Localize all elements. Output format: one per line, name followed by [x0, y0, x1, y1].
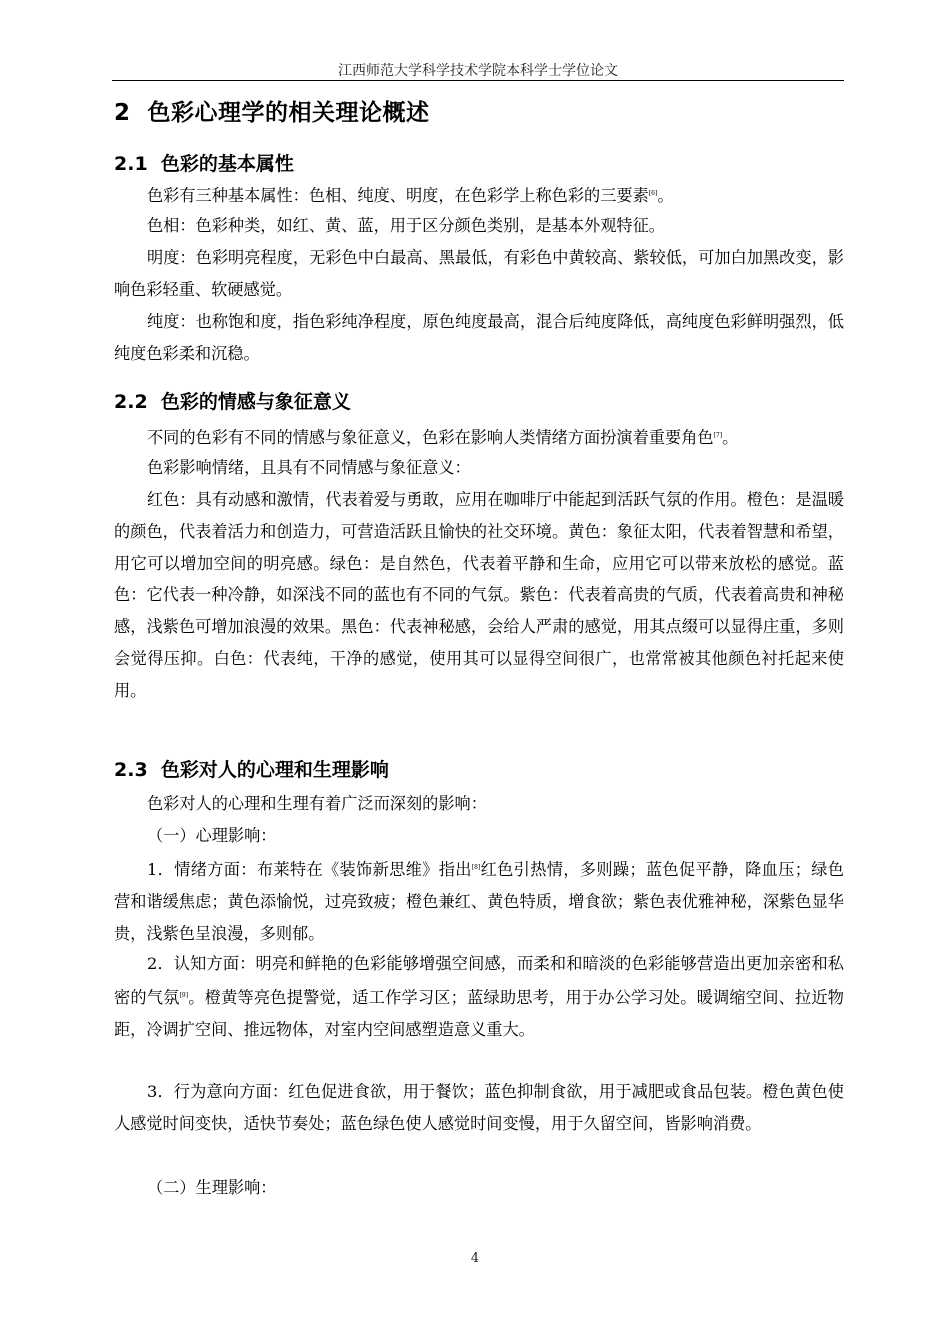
citation-ref: [8]: [471, 864, 481, 871]
section-heading-2-3: 2.3 色彩对人的心理和生理影响: [114, 759, 389, 781]
citation-ref: [7]: [713, 432, 723, 439]
paragraph: 不同的色彩有不同的情感与象征意义，色彩在影响人类情绪方面扮演着重要角色[7]。: [147, 428, 739, 447]
citation-ref: [6]: [648, 190, 658, 197]
citation-ref: [9]: [179, 991, 189, 999]
paragraph: 色彩影响情绪，且具有不同情感与象征意义：: [147, 458, 471, 477]
chapter-title: 2 色彩心理学的相关理论概述: [114, 100, 430, 126]
page-number: 4: [470, 1251, 480, 1266]
running-header: 江西师范大学科学技术学院本科学士学位论文: [338, 63, 618, 79]
paragraph: 色彩对人的心理和生理有着广泛而深刻的影响：: [147, 794, 487, 813]
paragraph: 3．行为意向方面：红色促进食欲，用于餐饮；蓝色抑制食欲，用于减肥或食品包装。橙色黄色使人感觉时间变快，适快节奏处；蓝色绿色使人感觉时间变慢，用于久留空间，皆影响消费。: [114, 1082, 844, 1133]
section-heading-2-2: 2.2 色彩的情感与象征意义: [114, 391, 351, 413]
paragraph: 色彩有三种基本属性：色相、纯度、明度，在色彩学上称色彩的三要素[6]。: [147, 186, 674, 205]
paragraph: 纯度：也称饱和度，指色彩纯净程度，原色纯度最高，混合后纯度降低，高纯度色彩鲜明强烈，低纯度色彩柔和沉稳。: [114, 312, 844, 363]
section-heading-2-1: 2.1 色彩的基本属性: [114, 153, 294, 175]
header-rule: [112, 80, 844, 81]
paragraph: 色相：色彩种类，如红、黄、蓝，用于区分颜色类别，是基本外观特征。: [147, 216, 665, 235]
paragraph: 明度：色彩明亮程度，无彩色中白最高、黑最低，有彩色中黄较高、紫较低，可加白加黑改变，影响色彩轻重、软硬感觉。: [114, 248, 844, 299]
paragraph: （二）生理影响：: [147, 1178, 277, 1197]
paragraph: 红色：具有动感和激情，代表着爱与勇敢，应用在咖啡厅中能起到活跃气氛的作用。橙色：是温暖的颜色，代表着活力和创造力，可营造活跃且愉快的社交环境。黄色：象征太阳，代表着智慧和希望，用它可以增加空间的明亮感。绿色：是自然色，代表着平静和生命，应用它可以带来放松的感觉。蓝色：它代表一种冷静，如深浅不同的蓝也有不同的气氛。紫色：代表着高贵的气质，代表着高贵和神秘感，浅紫色可增加浪漫的效果。黑色：代表神秘感，会给人严肃的感觉，用其点缀可以显得庄重，多则会觉得压抑。白色：代表纯，干净的感觉，使用其可以显得空间很广，也常常被其他颜色衬托起来使用。: [114, 490, 844, 700]
paragraph: 1．情绪方面：布莱特在《装饰新思维》指出[8]红色引热情，多则躁；蓝色促平静，降血压；绿色营和谐缓焦虑；黄色添愉悦，过亮致疲；橙色兼红、黄色特质，增食欲；紫色表优雅神秘，深紫色显华贵，浅紫色呈浪漫，多则郁。: [114, 860, 844, 943]
paragraph: 2．认知方面：明亮和鲜艳的色彩能够增强空间感，而柔和和暗淡的色彩能够营造出更加亲密和私密的气氛[9]。橙黄等亮色提警觉，适工作学习区；蓝绿助思考，用于办公学习处。暖调缩空间、拉近物距，冷调扩空间、推远物体，对室内空间感塑造意义重大。: [114, 954, 844, 1039]
paragraph: （一）心理影响：: [147, 826, 277, 845]
